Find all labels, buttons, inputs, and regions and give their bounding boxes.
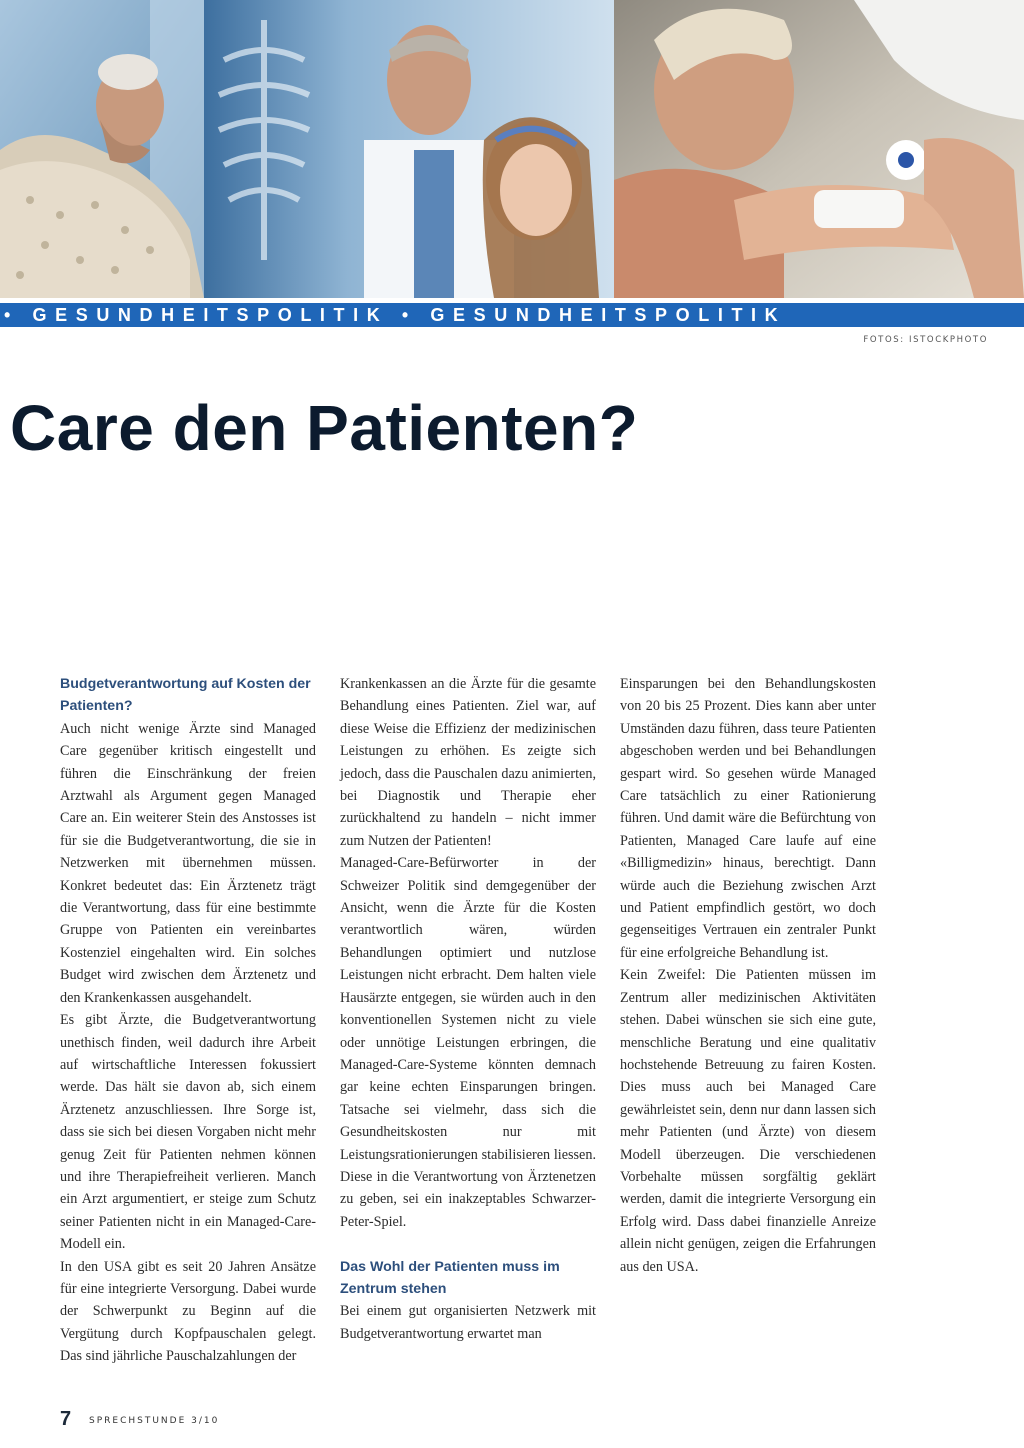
page-number: 7	[60, 1408, 72, 1430]
paragraph: Auch nicht wenige Ärzte sind Managed Care gegenüber kritisch eingestellt und führen die Einschränkung der freien Arztwahl als Argument gegen Managed Care an. Ein weiterer Stein des Anstosses ist für sie die Budgetverantwortung, die sie in Netzwerken mit übernehmen müssen. Konkret bedeutet das: Ein Ärztenetz trägt die Verantwortung, dass für eine bestimmte Gruppe von Patienten ein vereinbartes Kostenziel eingehalten wird. Ein solches Budget wird zwischen dem Ärztenetz und den Krankenkassen ausgehandelt.	[60, 720, 316, 1006]
paragraph: Krankenkassen an die Ärzte für die gesamte Behandlung eines Patienten. Ziel war, auf diese Weise die Effizienz der medizinischen Leistungen zu erhöhen. Es zeigte sich jedoch, dass die Pauschalen dazu animierten, bei Diagnostik und Therapie eher zurückhaltend zu handeln – nicht immer zum Nutzen der Patienten!	[340, 676, 596, 849]
section-label: • GESUNDHEITSPOLITIK • GESUNDHEITSPOLITIK	[4, 305, 787, 325]
photo-credit: FOTOS: ISTOCKPHOTO	[863, 335, 988, 345]
paragraph: Einsparungen bei den Behandlungskosten von 20 bis 25 Prozent. Dies kann aber unter Umständen dazu führen, dass teure Patienten abgeschoben werden und bei Behandlungen gespart wird. So gesehen würde Managed Care tatsächlich zu einer Rationierung führen. Und damit wäre die Befürchtung von Patienten, Managed Care laufe auf eine «Billigmedizin» hinaus, berechtigt. Dann würde auch die Beziehung zwischen Arzt und Patient empfindlich gestört, wo doch gegenseitiges Vertrauen ein zentraler Punkt für eine erfolgreiche Behandlung ist.	[620, 676, 876, 961]
elderly-patient-photo	[0, 0, 204, 298]
issue-label: SPRECHSTUNDE 3/10	[89, 1416, 220, 1426]
paragraph: Kein Zweifel: Die Patienten müssen im Zentrum aller medizinischen Aktivitäten stehen. Dabei wünschen sie sich eine gute, menschliche Beratung und eine qualitativ hochstehende Betreuung zu fairen Kosten. Dies muss auch bei Managed Care gewährleistet sein, denn nur dann lassen sich mehr Patienten (und Ärzte) von diesem Modell überzeugen. Die verschiedenen Vorbehalte müssen sorgfältig geklärt werden, damit die integrierte Versorgung ein Erfolg wird. Dass dabei finanzielle Anreize allein nicht genügen, zeigen die Erfahrungen aus den USA.	[620, 967, 876, 1275]
paragraph: Managed-Care-Befürworter in der Schweizer Politik sind demgegenüber der Ansicht, wenn die Ärzte für die Kosten verantwortlich wären, würden Behandlungen optimiert und nutzlose Leistungen nicht erbracht. Dem halten viele Hausärzte entgegen, sie würden auch in den konventionellen Systemen nicht zu viele oder unnötige Leistungen erbringen, die Managed-Care-Systeme könnten demnach gar keine echten Einsparungen bringen. Tatsache sei vielmehr, dass sich die Gesundheitskosten nur mit Leistungsrationierungen stabilisieren liessen. Diese in die Verantwortung von Ärztenetzen zu geben, sei ein inakzeptables Schwarzer-Peter-Spiel.	[340, 855, 596, 1230]
paragraph: Bei einem gut organisierten Netzwerk mit Budgetverantwortung erwartet man	[340, 1303, 596, 1342]
paragraph: In den USA gibt es seit 20 Jahren Ansätze für eine integrierte Versorgung. Dabei wurde der Schwerpunkt zu Beginn auf die Vergütung durch Kopfpauschalen gelegt. Das sind jährliche Pauschalzahlungen der	[60, 1258, 316, 1365]
article-headline: Care den Patienten?	[10, 392, 639, 464]
paragraph: Es gibt Ärzte, die Budgetverantwortung unethisch finden, weil dadurch ihre Arbeit auf wirtschaftliche Interessen fokussiert werde. Das hält sie davon ab, sich einem Ärztenetz anzuschliessen. Ihre Sorge ist, dass sie sich bei diesen Vorgaben nicht mehr genug Zeit für Patienten nehmen können und ihre Therapiefreiheit verlieren. Manch ein Arzt argumentiert, er steige zum Schutz seiner Patienten nicht in ein Managed-Care-Modell ein.	[60, 1012, 316, 1253]
text-column-2	[340, 673, 596, 1345]
section-band	[0, 303, 1024, 327]
nurse-bandaging-arm-photo	[614, 0, 1024, 298]
subheading: Das Wohl der Patienten muss im Zentrum stehen	[340, 1258, 560, 1297]
text-column-1	[60, 673, 316, 1368]
subheading: Budgetverantwortung auf Kosten der Patienten?	[60, 676, 311, 715]
text-column-3	[620, 673, 876, 1278]
doctor-with-girl-xray-photo	[204, 0, 614, 298]
photo-strip	[0, 0, 1024, 298]
